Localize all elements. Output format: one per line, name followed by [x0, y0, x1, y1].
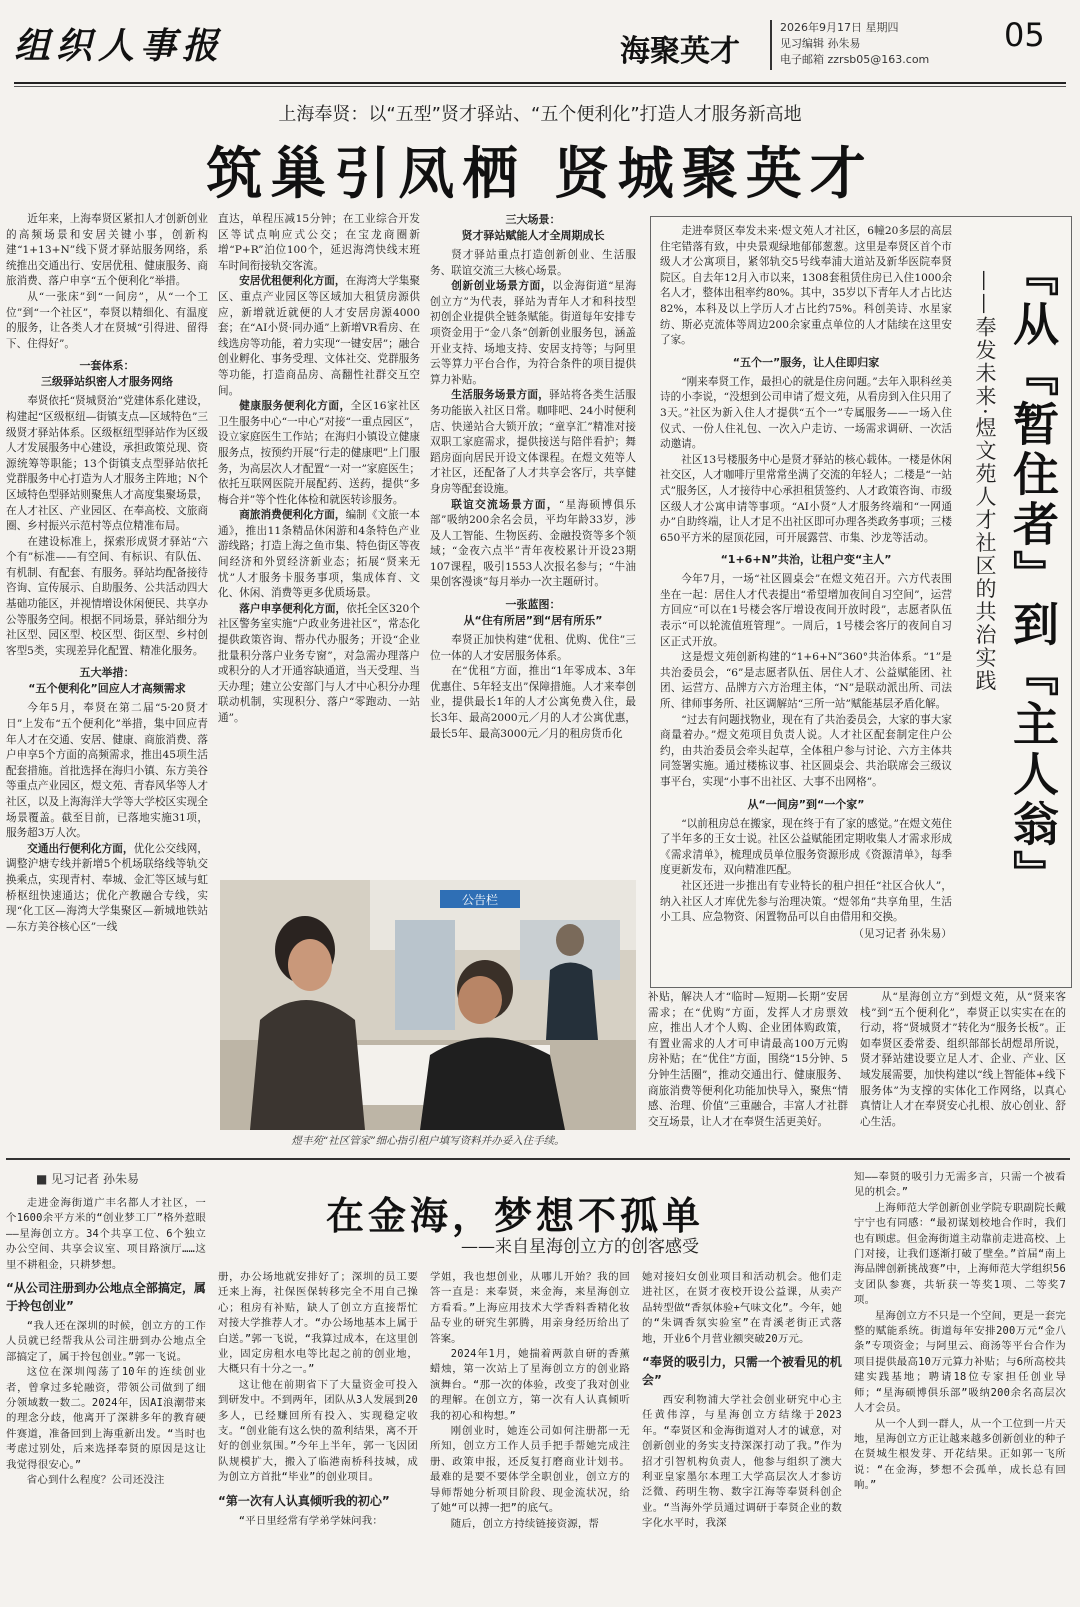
article1-column-4-continued [860, 990, 1066, 1140]
newspaper-logo: 组织人事报 [14, 25, 225, 67]
paragraph: 走进金海街道广丰名都人才社区，一个1600余平方米的“创业梦工厂”格外惹眼——星海创立方。34个共享工位、6个独立办公空间、共享会议室、项目路演厅……这里不耕租金，只耕梦想。 [6, 1197, 206, 1271]
paragraph-body: 在海湾大学集聚区、重点产业园区等区域加大租赁房源供应，新增就近就便的人才安居房源4000套；在“AI小贤·同办通”上新增VR看房、在线选房等功能，着力实现“一键安居”；融合创业孵化、事务受理、文体社交、党群服务等功能，打造商品房、高翻性社群交互空间。 [218, 275, 420, 397]
subheading-line: 三级驿站织密人才服务网络 [41, 375, 173, 389]
paragraph-body: 优化公交线网，调整沪塘专线并新增5个机场联络线等轨交换乘点，实现青村、奉城、金汇等区域与虹桥枢纽快速通达；优化产教融合专线，实现“化工区—海湾大学集聚区—新城地铁站—东方美谷核心区”一线 [6, 842, 208, 933]
paragraph: 贤才驿站重点打造创新创业、生活服务、联谊交流三大核心场景。 [430, 249, 636, 277]
paragraph-body: 以金海街道“星海创立方”为代表，驿站为青年人才和科技型初创企业提供全链条赋能。街道每年安排专项资金用于“金八条”创新创业服务包，涵盖开业支持、场地支持、安居支持等；与阿里云等算力平台合作，为符合条件的项目提供算力补贴。 [430, 280, 636, 386]
paragraph: 这位在深圳闯荡了10年的连续创业者，曾拿过多轮融资，带领公司做到了细分领域数一数二。2024年，因AI浪潮带来的理念分歧，他离开了深耕多年的教育硬件赛道，准备回到上海重新出发。“当时也考虑过别处，后来选择奉贤的原因是这让我觉得很安心。” [6, 1366, 206, 1471]
paragraph: 从一个人到一群人，从一个工位到一片天地，星海创立方正让越来越多创新创业的种子在贤城生根发芽、开花结果。正如郭一飞所说：“在金海，梦想不会孤单，成长总有回响。” [854, 1417, 1066, 1492]
editor-email: 电子邮箱 zzrsb05@163.com [780, 53, 930, 66]
paragraph: 近年来，上海奉贤区紧扣人才创新创业的高频场景和安居关键小事，创新构建“1+13+N”线下贤才驿站服务网络，系统推出交通出行、安居优租、健康服务、商旅消费、落户申享“五个便利化”举措。 [6, 213, 208, 288]
paragraph: 她对接妇女创业项目和活动机会。他们走进社区，在贤才夜校开设公益课，从卖产品转型做“香氛体验+气味文化”。今年，她的“朱调香氛实验室”在青溪老街正式落地，开业6个月营业额突破20万元。 [642, 1271, 842, 1345]
article-divider [6, 1158, 1070, 1160]
article2-column-5 [854, 1170, 1066, 1600]
page-number: 05 [1004, 16, 1045, 54]
paragraph: 奉贤依托“贤城贤治”党建体系化建设，构建起“区级枢纽—街镇支点—区域特色”三级贤才驿站体系。区级枢纽型驿站作为区级人才发展服务中心建设，承担政策兑现、资源统筹等职能；13个街镇支点型驿站依托党群服务中心打造为人才服务主阵地；N个区域特色型驿站则聚焦人才高度集聚场景，在人才社区、产业园区、在奉高校、文旅商圈、乡村振兴示范村等点位精准布局。 [6, 395, 208, 533]
paragraph: 直达，单程压减15分钟；在工业综合开发区等试点响应式公交；在宝龙商圈新增“P+R”泊位100个，延迟海湾快线末班车时间衔接轨交客流。 [218, 213, 420, 272]
article2-headline: 在金海，梦想不孤单 [325, 1193, 704, 1238]
paragraph: 这让他在前期省下了大量资金可投入到研发中。不到两年，团队从3人发展到20多人，已经赚回所有投入、实现稳定收支。“创业能有这么快的盈利结果，离不开好的创业氛围。”今年上半年，郭一飞因团队规模扩大，搬入了临港南桥科技城，成为创立方首批“毕业”的创业项目。 [218, 1378, 418, 1484]
header-divider [770, 20, 772, 70]
subheading-line: 一张蓝图： [505, 598, 561, 612]
paragraph: “刚来奉贤工作，最担心的就是住房问题。”去年入职科丝美诗的小李说，“没想到公司申请了煜文苑，从看房到入住只用了3天。”社区为新入住人才提供“五个一”专属服务——一场入住仪式、一份人住礼包、一次入户走访、一场需求调研、一次活动邀请。 [660, 375, 952, 451]
article-headline: 筑巢引凤栖 贤城聚英才 [206, 141, 874, 207]
sidebar-text [660, 224, 952, 980]
paragraph: 随后，创立方持续链接资源，帮 [450, 1517, 600, 1530]
subheading-line: 从“住有所居”到“居有所乐” [463, 614, 603, 628]
paragraph: 省心到什么程度？公司还没注 [26, 1474, 165, 1487]
subheading: “第一次有人认真倾听我的初心” [218, 1493, 390, 1508]
header-info [780, 20, 929, 68]
paragraph [430, 498, 636, 592]
article1-column-3-continued [648, 990, 848, 1140]
paragraph: 册，办公场地就安排好了；深圳的员工要迁来上海，社保医保转移完全不用自己操心；租房有补贴，缺人了创立方直接帮忙对接大学推荐人才。“办公场地基本上属于白送。”郭一飞说，“我算过成本，在这里创业，固定房租水电等比起之前的创业地，大概只有十分之一。” [218, 1271, 418, 1376]
subheading [430, 597, 636, 629]
paragraph: 补贴，解决人才“临时—短期—长期”安居需求；在“优购”方面，发挥人才房票效应，推出人才个人购、企业团体购政策，有置业需求的人才可申请最高100万元购房补贴；在“优住”方面，围绕“15分钟、5分钟生活圈”，推动交通出行、健康服务、商旅消费等便利化功能加快导入，聚焦“情感、治理、价值”三重融合，丰富人才社群交互场景，让人才在奉贤生活更美好。 [648, 991, 848, 1128]
paragraph [430, 279, 636, 388]
sidebar-vertical-title: 『从『暂住者』到『主人翁』 [1006, 250, 1060, 900]
paragraph-body: 驿站将各类生活服务功能嵌入社区日常。咖啡吧、24小时便利店、快递站合大锁开放；“童享汇”精准对接双职工家庭需求，提供接送与陪伴看护；舞蹈房面向居民开设文体课程。在煜文苑等人才社区，还配备了人才共享会客厅，共享健身房等配套设施。 [430, 389, 636, 495]
paragraph: “我人还在深圳的时候，创立方的工作人员就已经帮我从公司注册到办公地点全部搞定了，属于拎包创业。”郭一飞说。 [6, 1320, 206, 1363]
subheading-line: 一套体系： [79, 359, 135, 373]
paragraph: “以前租房总在搬家，现在终于有了家的感觉。”在煜文苑住了半年多的王女士说。社区公益赋能团定期收集人才需求形成《需求清单》，梳理成员单位服务资源形成《资源清单》，每季度更新发布，双向精准匹配。 [660, 817, 952, 877]
article2-subheadline: ——来自星海创立方的创客感受 [461, 1237, 699, 1257]
paragraph: 今年5月，奉贤在第二届“5·20贤才日”上发布“五个便利化”举措，集中回应青年人才在交通、安居、健康、商旅消费、落户申享5个方面的高频需求，推出45项生活配套措施。首批选择在海归小镇、东方美谷等重点产业园区，煜文苑、青春风华等人才社区，以及上海海洋大学等大学校区实现全场景覆盖。截至目前，已落地实施31项，服务超3万人次。 [6, 702, 208, 840]
article1-column-1 [6, 212, 208, 1152]
photo-illustration [220, 880, 636, 1130]
paragraph: 从“星海创立方”到煜文苑，从“贤来客栈”到“五个便利化”，奉贤正以实实在在的行动，将“贤城贤才”转化为“服务长板”。正如奉贤区委常委、组织部部长胡煜昂所说，贤才驿站建设要立足人才、企业、产业、区域发展需要，加快构建以“线上智能体+线下服务体”为支撑的实体化工作网络，以真心真情让人才在奉贤安心扎根、放心创业、舒心生活。 [860, 991, 1066, 1128]
paragraph: 社区还进一步推出有专业特长的租户担任“社区合伙人”，纳入社区人才库优先参与治理决策。“煜邻角”共享角里，生活小工具、应急物资、闲置物品可以自由借用和交换。 [660, 879, 952, 924]
subheading: “从公司注册到办公地点全部搞定，属于拎包创业” [6, 1281, 206, 1314]
lead-in: 商旅消费便利化方面， [239, 509, 346, 522]
lead-in: 落户申享便利化方面， [239, 602, 347, 615]
editor-credit: 见习编辑 孙朱易 [780, 37, 861, 50]
subheading: “1+6+N”共治，让租户变“主人” [720, 553, 892, 567]
article2-byline: ■ 见习记者 孙朱易 [36, 1172, 139, 1186]
paragraph [430, 388, 636, 497]
paragraph-body: 编制《文旅一本通》，推出11条精品休闲游和4条特色产业游线路；打造上海之鱼市集、特色街区等夜间经济和外贸经济新业态；拓展“贤来无忧”人才服务卡服务事项，集成体育、文化、休闲、消费等更多优质场景。 [218, 509, 420, 600]
paragraph: 2024年1月，她揣着两款自研的香薰蜡烛，第一次站上了星海创立方的创业路演舞台。“那一次的体验，改变了我对创业的理解。在创立方，第一次有人认真倾听我的初心和构想。” [430, 1348, 630, 1422]
paragraph: 奉贤正加快构建“优租、优购、优住”三位一体的人才安居服务体系。 [430, 634, 636, 662]
notice-board-label: 公告栏 [461, 893, 499, 907]
paragraph: “平日里经常有学弟学妹问我： [238, 1514, 383, 1527]
lead-in: 生活服务场景方面， [451, 389, 550, 402]
article2-column-1 [6, 1196, 206, 1600]
paragraph: 社区13号楼服务中心是贤才驿站的核心载体。一楼是休闲社交区，人才咖啡厅里常常坐满了交流的年轻人；二楼是“一站式”服务区，人才接待中心承担租赁签约、人才政策咨询、市级区级人才公寓申请等事项。“AI小贤”人才服务终端和“一网通办”自助终端，让人才足不出社区即可办理各类政务事项；三楼650平方米的屋顶花园，可开展露营、市集、沙龙等活动。 [660, 453, 952, 544]
paragraph: 在建设标准上，探索形成贤才驿站“六个有”标准——有空间、有标识、有队伍、有机制、有配套、有服务。驿站均配备接待咨询、宣传展示、自助服务、公共活动四大基础功能区，并视情增设休闲便民、共享办公等服务空间。根据不同场景，驿站细分为社区型、园区型、校区型、街区型、乡村创客型5类，实现差异化配置、精准化服务。 [6, 535, 208, 657]
article-kicker: 上海奉贤：以“五型”贤才驿站、“五个便利化”打造人才服务新高地 [278, 104, 802, 125]
sidebar-byline: （见习记者 孙朱易） [853, 927, 952, 940]
news-photo [220, 880, 636, 1130]
paragraph: “过去有问题找物业，现在有了共治委员会，大家的事大家商量着办。”煜文苑项目负责人说。人才社区配套制定住户公约，由共治委员会牵头起草，全体租户参与讨论、六方主体共同签署实施。通过楼栋议事、社区圆桌会、共治联席会三级议事平台，实现“小事不出社区、大事不出网格”。 [660, 713, 952, 788]
lead-in: 安居优租便利化方面， [239, 275, 346, 288]
issue-date: 2026年9月17日 星期四 [780, 21, 899, 34]
subheading-line: “五个便利化”回应人才高频需求 [28, 682, 186, 696]
paragraph-body: 全区16家社区卫生服务中心“一中心”对接“一重点园区”，设立家庭医生工作站；在海归小镇设立健康服务点，按预约开展“行走的健康吧”上门服务，为高层次人才配置“一对一”家庭医生；依托互联网医院开展配药、送药，提供“多梅合并”等个性化体检和就医转诊服务。 [218, 400, 420, 506]
subheading-line: 三大场景： [505, 213, 561, 226]
subheading-line: 贤才驿站赋能人才全周期成长 [461, 229, 605, 242]
sidebar-vertical-subtitle: ——奉发未来·煜文苑人才社区的共治实践 [973, 270, 997, 693]
paragraph: 从“一张床”到“一间房”，从“一个工位”到“一个社区”，奉贤以精细化、有温度的服务，让各类人才在贤城“引得进、留得下、住得好”。 [6, 290, 208, 350]
paragraph [218, 399, 420, 508]
article2-column-3 [430, 1270, 630, 1600]
lead-in: 创新创业场景方面， [451, 280, 553, 293]
paragraph [218, 602, 420, 727]
subheading [6, 358, 208, 390]
paragraph [218, 508, 420, 602]
subheading: “奉贤的吸引力，只需一个被看见的机会” [642, 1355, 842, 1388]
paragraph: 学姐，我也想创业，从哪儿开始？我的回答一直是：来奉贤，来金海，来星海创立方看看。”上海应用技术大学香料香精化妆品专业的研究生郭腾，用亲身经历给出了答案。 [430, 1271, 630, 1345]
paragraph: 刚创业时，她连公司如何注册都一无所知，创立方工作人员手把手帮她完成注册、政策申报，还反复打磨商业计划书。最难的是要不要体学全职创业，创立方的导师帮她分析项目阶段、现金流状况，给了她“可以搏一把”的底气。 [430, 1425, 630, 1515]
paragraph: 在“优租”方面，推出“1年零成本、3年优惠住、5年轻支出”保障措施。人才来奉创业，提供最长1年的人才公寓免费入住，最长3年、最高2000元／月的人才公寓优惠，最长5年、最高3000元／月的租房货币化 [430, 665, 636, 740]
article2-column-4 [642, 1270, 842, 1600]
header-rule-thin [14, 86, 1066, 87]
paragraph [6, 842, 208, 936]
paragraph: 今年7月，一场“社区圆桌会”在煜文苑召开。六方代表围坐在一起：居住人才代表提出“希望增加夜间自习空间”，运营方回应“可以在1号楼会客厅增设夜间开放时段”，志愿者队伍表示“可以轮流值班管理”。一周后，1号楼会客厅的夜间自习区正式开放。 [660, 573, 952, 648]
subheading-line: 五大举措： [79, 666, 135, 680]
paragraph-body: 依托全区320个社区警务室实施“户政业务进社区”，常态化提供政策咨询、帮办代办服务；开设“企业批量积分落户业务专窗”，对急需办理落户或积分的人才开通容缺通道，当天受理、当天办理；建立公安部门与人才中心积分办理联动机制，实现积分、落户“零跑动、一站通”。 [218, 602, 420, 724]
paragraph: 走进奉贤区奉发未来·煜文苑人才社区，6幢20多层的高层住宅错落有致，中央景观绿地郁郁葱葱。这里是奉贤区首个市级人才公寓项目，紧邻轨交5号线奉浦大道站及新华医院奉贤院区。自去年12月入市以来，1308套租赁住房已入住1000余名人才，整体出租率约80%。其中，35岁以下青年人才占比达82%，本科及以上学历人才占比约75%。科创美诗、水星家纺、斯必克流体等周边200余家重点单位的人才陆续在这里安了家。 [660, 225, 952, 347]
photo-caption: 煜丰苑“社区管家”细心指引租户填写资料并办妥入住手续。 [291, 1135, 565, 1147]
lead-in: 健康服务便利化方面， [239, 400, 351, 413]
section-title: 海聚英才 [620, 34, 740, 69]
subheading [6, 665, 208, 697]
subheading [430, 212, 636, 244]
article2-column-2 [218, 1270, 418, 1600]
paragraph: 知——奉贤的吸引力无需多言，只需一个被看见的机会。” [854, 1171, 1066, 1199]
lead-in: 交通出行便利化方面， [27, 842, 134, 855]
subheading: 从“一间房”到“一个家” [747, 797, 865, 811]
paragraph [218, 274, 420, 399]
paragraph: 这是煜文苑创新构建的“1+6+N”360°共治体系。“1”是共治委员会，“6”是志愿者队伍、居住人才、公益赋能团、社团、运营方、品牌方六方治理主体，“N”是联动派出所、司法所、律师事务所、社区调解站“三所一站”赋能基层矛盾化解。 [660, 651, 952, 711]
lead-in: 联谊交流场景方面， [451, 498, 559, 511]
paragraph: 星海创立方不只是一个空间，更是一套完整的赋能系统。街道每年安排200万元“金八条”专项资金；与阿里云、商汤等平台合作为项目提供最高10万元算力补贴；与6所高校共建实践基地；聘请18位专家担任创业导师；“星海硕博俱乐部”吸纳200余名高层次人才会员。 [854, 1309, 1066, 1415]
subheading: “五个一”服务，让人住即归家 [732, 355, 880, 369]
article1-column-2 [218, 212, 420, 872]
paragraph-body: “星海硕博俱乐部”吸纳200余名会员，平均年龄33岁，涉及人工智能、生物医药、金融投资等多个领域；“金夜六点半”青年夜校累计开设23期107课程，吸引1553人次报名参与；“牛油果创客漫谈”每月举办一次主题研讨。 [430, 498, 636, 589]
paragraph: 西安利物浦大学社会创业研究中心主任黄伟淳，与星海创立方结缘于2023年。“奉贤区和金海街道对人才的诚意，对创新创业的务实支持深深打动了我。”作为招才引智机构负责人，他参与组织了澳大利亚皇家墨尔本理工大学高层次人才参访泛微、药明生物、数字江海等奉贤科创企业。“当海外学员通过调研于奉贤企业的数字化水平时，我深 [642, 1394, 842, 1530]
header-rule [14, 82, 1066, 84]
paragraph: 上海师范大学创新创业学院专职副院长戴宁宁也有同感：“最初谋划校地合作时，我们也有顾虑。但金海街道主动靠前走进高校、上门对接，让我们逐渐打破了壁垒。”首届“南上海品牌创新挑战赛”中，上海师范大学组织56支团队参赛，共斩获一等奖1项、二等奖7项。 [854, 1201, 1066, 1307]
article1-column-3 [430, 212, 636, 872]
